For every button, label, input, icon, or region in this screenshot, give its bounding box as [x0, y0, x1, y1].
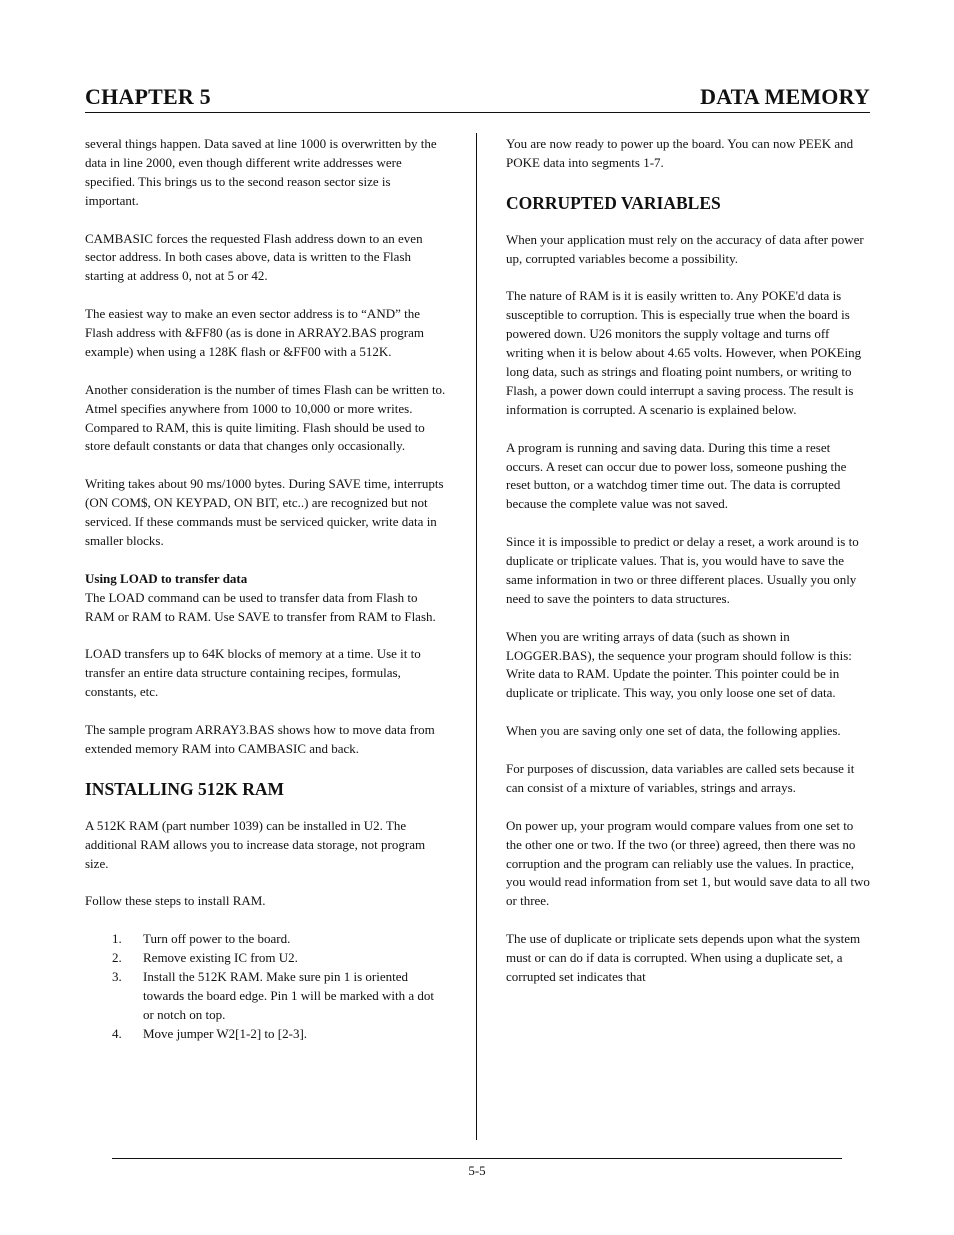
step-number: 1.	[112, 931, 122, 947]
step-number: 2.	[112, 950, 122, 965]
paragraph: The sample program ARRAY3.BAS shows how to move data from extended memory RAM into CAMBASIC and back.	[85, 721, 435, 756]
install-steps-list	[85, 930, 447, 1043]
paragraph: The nature of RAM is it is easily written to. Any POKE'd data is susceptible to corruption. This is especially true when the board is powered down. U26 monitors the supply voltage and turns off writing when it is below about 4.65 volts. However, when POKEing long data, such as strings and floating point numbers, or writing to Flash, a power down could interrupt a saving process. The result is information is corrupted. A scenario is explained below.	[506, 288, 862, 417]
list-item	[85, 968, 447, 1025]
left-column	[85, 135, 447, 1044]
right-column	[506, 135, 870, 1006]
paragraph: CAMBASIC forces the requested Flash address down to an even sector address. In both cases above, data is written to the Flash starting at address 0, not at 5 or 42.	[85, 230, 423, 284]
step-text: Turn off power to the board.	[143, 931, 291, 947]
paragraph: Writing takes about 90 ms/1000 bytes. During SAVE time, interrupts (ON COM$, ON KEYPAD, ON BIT, etc..) are recognized but not serviced. If these commands must be serviced quicker, write data in smaller blocks.	[85, 476, 444, 548]
step-text: Remove existing IC from U2.	[143, 950, 298, 965]
paragraph: On power up, your program would compare values from one set to the other one or two. If the two (or three) agreed, then there was no corruption and the program can reliably use the values. In practice, you would read information from set 1, but would save data to all two or three.	[506, 817, 870, 909]
paragraph: A 512K RAM (part number 1039) can be installed in U2. The additional RAM allows you to increase data storage, not program size.	[85, 817, 426, 871]
chapter-title: CHAPTER 5	[85, 84, 211, 109]
step-number: 4.	[112, 1025, 122, 1041]
paragraph: When your application must rely on the accuracy of data after power up, corrupted variables become a possibility.	[506, 231, 864, 266]
list-item	[85, 949, 447, 968]
paragraph: Since it is impossible to predict or delay a reset, a work around is to duplicate or triplicate values. That is, you would have to save the same information in two or three different places. Usually you only need to save the pointers to data structures.	[506, 534, 859, 606]
page-header	[85, 84, 870, 114]
list-item	[85, 930, 447, 949]
heading-corrupted-variables: CORRUPTED VARIABLES	[506, 192, 721, 213]
paragraph: Follow these steps to install RAM.	[85, 893, 266, 909]
list-item	[85, 1025, 447, 1044]
subheading-using-load: Using LOAD to transfer data	[85, 570, 248, 586]
step-text: Install the 512K RAM. Make sure pin 1 is oriented towards the board edge. Pin 1 will be marked with a dot or notch on top.	[143, 968, 434, 1022]
footer-rule	[112, 1158, 842, 1159]
heading-installing-512k-ram: INSTALLING 512K RAM	[85, 778, 285, 799]
paragraph: For purposes of discussion, data variables are called sets because it can consist of a mixture of variables, strings and arrays.	[506, 760, 855, 795]
step-text: Move jumper W2[1-2] to [2-3].	[143, 1025, 308, 1041]
section-title: DATA MEMORY	[700, 84, 870, 109]
paragraph: Another consideration is the number of times Flash can be written to. Atmel specifies anywhere from 1000 to 10,000 or more writes. Compared to RAM, this is quite limiting. Flash should be used to store default constants or data that changes only occasionally.	[85, 381, 446, 454]
paragraph: You are now ready to power up the board. You can now PEEK and POKE data into segments 1-7.	[506, 136, 854, 170]
paragraph: When you are saving only one set of data, the following applies.	[506, 723, 841, 739]
paragraph: The easiest way to make an even sector address is to “AND” the Flash address with &FF80 (as is done in ARRAY2.BAS program example) when using a 128K flash or &FF00 with a 512K.	[85, 306, 424, 359]
paragraph: several things happen. Data saved at line 1000 is overwritten by the data in line 2000, even though different write addresses were specified. This brings us to the second reason sector size is important.	[85, 136, 437, 208]
paragraph: LOAD transfers up to 64K blocks of memory at a time. Use it to transfer an entire data structure containing recipes, formulas, constants, etc.	[85, 646, 421, 700]
step-number: 3.	[112, 968, 122, 984]
paragraph: The use of duplicate or triplicate sets depends upon what the system must or can do if data is corrupted. When using a duplicate set, a corrupted set indicates that	[506, 931, 861, 984]
paragraph: The LOAD command can be used to transfer data from Flash to RAM or RAM to RAM. Use SAVE to transfer from RAM to Flash.	[85, 589, 436, 624]
page-number: 5-5	[468, 1163, 486, 1178]
paragraph: When you are writing arrays of data (such as shown in LOGGER.BAS), the sequence your program should follow is this: Write data to RAM. Update the pointer. This pointer could be in duplicate or triplicate. This way, you only loose one set of data.	[506, 628, 852, 701]
paragraph: A program is running and saving data. During this time a reset occurs. A reset can occur due to power loss, someone pushing the reset button, or a watchdog timer time out. The data is corrupted because the complete value was not saved.	[506, 439, 847, 512]
header-rule	[85, 112, 870, 113]
column-divider	[476, 133, 477, 1140]
